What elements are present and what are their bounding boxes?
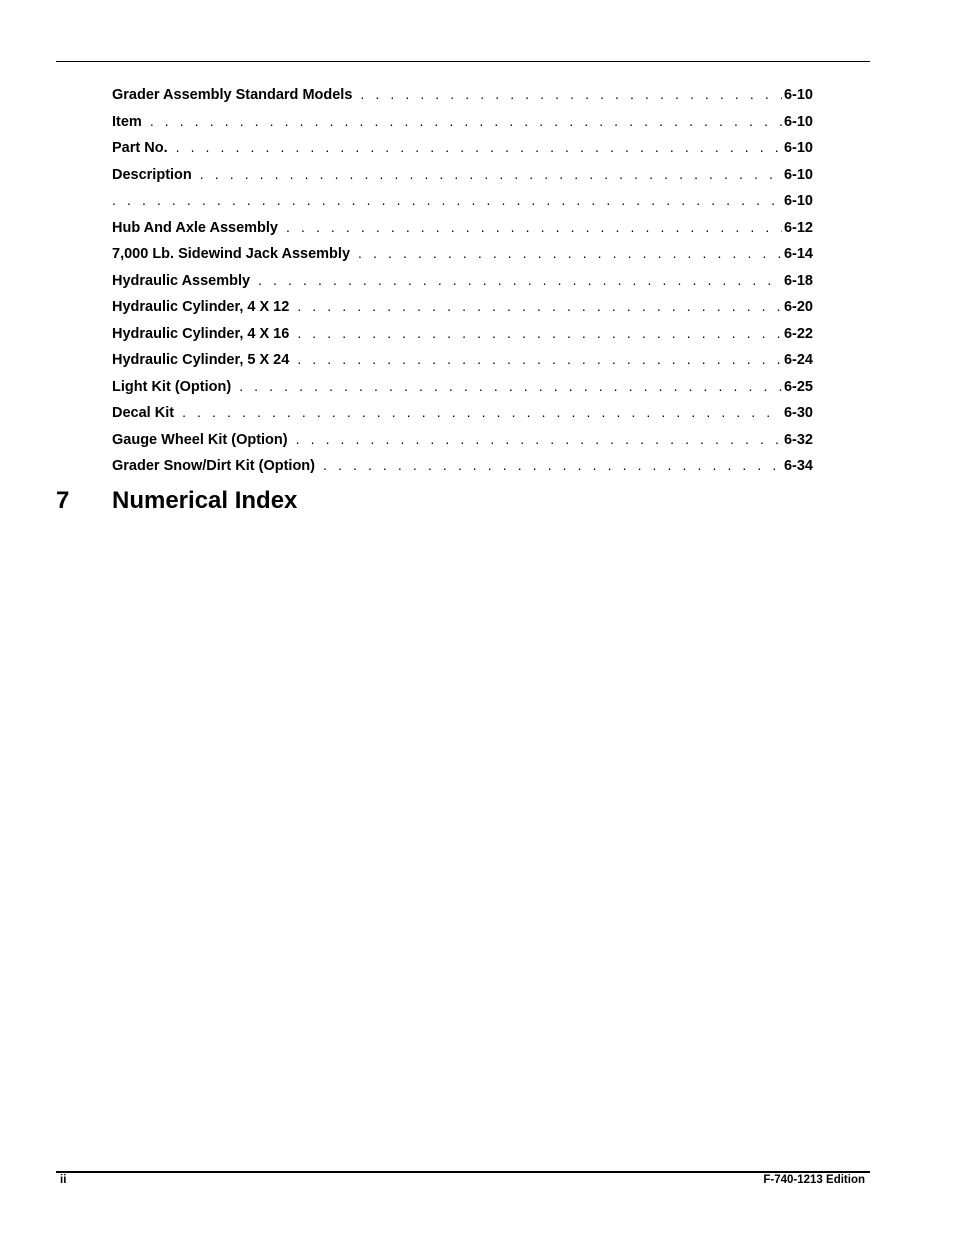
toc-entry-page: 6-30 — [783, 405, 813, 421]
toc-leader-dots — [296, 431, 782, 447]
toc-leader-dots — [358, 245, 782, 261]
toc-entry[interactable] — [112, 351, 813, 378]
toc-entry-page: 6-12 — [783, 219, 813, 236]
toc-leader-dots — [286, 219, 782, 235]
toc-entry-page: 6-10 — [783, 140, 813, 156]
toc-entry-title: Hub And Axle Assembly — [112, 219, 278, 236]
toc-entry[interactable] — [112, 431, 813, 458]
toc-entry-page: 6-24 — [783, 352, 813, 368]
toc-entry[interactable] — [112, 325, 813, 352]
toc-entry-page: 6-25 — [783, 378, 813, 395]
toc-leader-dots — [297, 325, 782, 341]
toc-entry-page: 6-34 — [783, 458, 813, 474]
toc-entry-title: Hydraulic Cylinder, 4 X 12 — [112, 299, 290, 315]
toc-leader-dots — [360, 86, 782, 102]
toc-entry[interactable] — [112, 219, 813, 246]
toc-entry-title: Grader Assembly Standard Models — [112, 87, 353, 103]
toc-entry-title: Light Kit (Option) — [112, 378, 232, 395]
toc-entry-title: 7,000 Lb. Sidewind Jack Assembly — [112, 246, 351, 262]
toc-leader-dots — [297, 351, 782, 367]
section-number: 7 — [56, 487, 70, 514]
toc-entry[interactable] — [112, 245, 813, 272]
toc-entry-title: Hydraulic Cylinder, 5 X 24 — [112, 352, 290, 368]
toc-entry-title: Item — [112, 113, 142, 130]
toc-entry[interactable] — [112, 192, 813, 219]
toc-entry[interactable] — [112, 404, 813, 431]
toc-leader-dots — [239, 378, 782, 394]
toc-entry[interactable] — [112, 166, 813, 193]
toc-entry[interactable] — [112, 272, 813, 299]
toc-leader-dots — [176, 139, 782, 155]
section-title: Numerical Index — [112, 487, 298, 514]
toc-entry[interactable] — [112, 139, 813, 166]
toc-entry-title: Hydraulic Cylinder, 4 X 16 — [112, 325, 290, 342]
toc-leader-dots — [297, 298, 782, 314]
toc-entry-title: Gauge Wheel Kit (Option) — [112, 431, 288, 448]
toc-entry[interactable] — [112, 113, 813, 140]
header-rule — [56, 61, 870, 62]
toc-entry[interactable] — [112, 457, 813, 484]
toc-entry-title: Grader Snow/Dirt Kit (Option) — [112, 458, 315, 474]
toc-entry[interactable] — [112, 86, 813, 113]
toc-leader-dots — [200, 166, 782, 182]
toc-leader-dots — [150, 113, 782, 129]
footer-page-number: ii — [60, 1174, 67, 1186]
toc-entry-title: Part No. — [112, 140, 168, 156]
toc-entry-page: 6-10 — [783, 87, 813, 103]
toc-entry-title: Hydraulic Assembly — [112, 272, 251, 289]
section-heading[interactable] — [56, 487, 297, 515]
toc-entry-page: 6-18 — [783, 272, 813, 289]
toc-entry-page: 6-10 — [783, 193, 813, 209]
toc-entry-page: 6-10 — [783, 113, 813, 130]
toc-entry-page: 6-14 — [783, 246, 813, 262]
toc-entry-page: 6-32 — [783, 431, 813, 448]
toc-entry-page: 6-20 — [783, 299, 813, 315]
toc-entry-page: 6-10 — [783, 166, 813, 183]
table-of-contents — [112, 86, 813, 484]
toc-entry[interactable] — [112, 298, 813, 325]
toc-entry-title: Decal Kit — [112, 405, 175, 421]
footer-rule — [56, 1171, 870, 1173]
toc-leader-dots — [112, 192, 782, 208]
toc-leader-dots — [258, 272, 782, 288]
toc-entry-title: Description — [112, 166, 192, 183]
footer-edition: F-740-1213 Edition — [763, 1174, 865, 1186]
toc-leader-dots — [182, 404, 782, 420]
toc-leader-dots — [323, 457, 782, 473]
toc-entry-page: 6-22 — [783, 325, 813, 342]
toc-entry[interactable] — [112, 378, 813, 405]
